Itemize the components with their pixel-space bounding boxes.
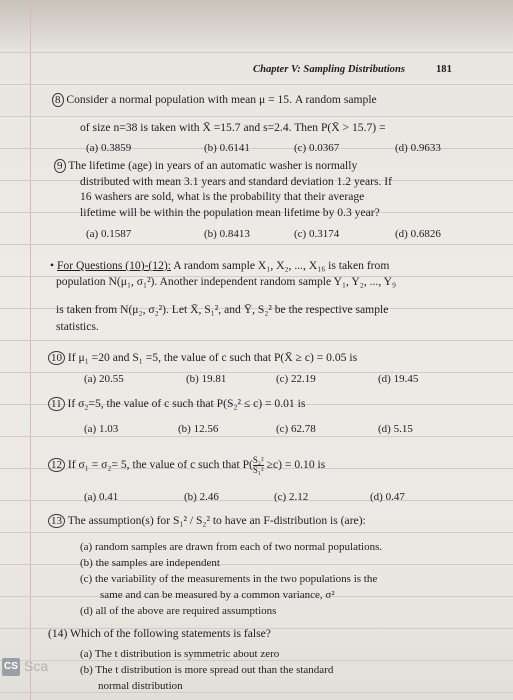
q13-option-c-line1: (c) the variability of the measurements in the two populations is the	[80, 573, 378, 585]
q12-option-d: (d) 0.47	[370, 491, 405, 503]
q14-option-b-line1: (b) The t distribution is more spread out than the standard	[80, 664, 334, 676]
q8-option-a: (a) 0.3859	[86, 142, 132, 154]
q11-option-a: (a) 1.03	[84, 423, 119, 435]
margin-line	[30, 0, 31, 700]
q9-line1: 9 The lifetime (age) in years of an automatic washer is normally	[54, 159, 357, 173]
q12-line: 12 If σ₁ = σ₂= 5, the value of c such that P( $\frac{\text{S₂²}}{\text{S₁²}}$ ≥c) = 0.10 is	[48, 456, 325, 475]
intro-line1: • For Questions (10)-(12): A random sample X₁, X₂, ..., X₁₆ is taken from	[50, 259, 390, 272]
q12-number: 12	[48, 458, 65, 472]
q11-option-b: (b) 12.56	[178, 423, 219, 435]
q14-line: (14) Which of the following statements is false?	[48, 627, 271, 640]
q11-number: 11	[48, 397, 65, 411]
q10-option-a: (a) 20.55	[84, 373, 124, 385]
q8-option-b: (b) 0.6141	[204, 142, 250, 154]
q13-option-c-line2: same and can be measured by a common variance, σ²	[100, 589, 335, 601]
intro-line4: statistics.	[56, 320, 99, 333]
q8-line1: 8 Consider a normal population with mean μ = 15. A random sample	[52, 93, 377, 107]
q14-option-a: (a) The t distribution is symmetric about zero	[80, 648, 280, 660]
q11-line: 11 If σ₂=5, the value of c such that P(S₂² ≤ c) = 0.01 is	[48, 397, 305, 411]
camscanner-logo-icon: CS	[2, 658, 20, 676]
page-number: 181	[436, 64, 452, 75]
camscanner-watermark	[0, 656, 120, 682]
q10-option-b: (b) 19.81	[186, 373, 227, 385]
q9-option-b: (b) 0.8413	[204, 228, 250, 240]
q13-option-b: (b) the samples are independent	[80, 557, 220, 569]
intro-line2: population N(μ₁, σ₁²). Another independent random sample Y₁, Y₂, ..., Y₉	[56, 275, 397, 288]
q9-option-c: (c) 0.3174	[294, 228, 340, 240]
q13-number: 13	[48, 514, 65, 528]
textbook-page	[40, 0, 510, 700]
q11-option-c: (c) 62.78	[276, 423, 316, 435]
q10-option-c: (c) 22.19	[276, 373, 316, 385]
q12-option-c: (c) 2.12	[274, 491, 309, 503]
watermark-text: Sca	[24, 658, 49, 674]
q12-option-a: (a) 0.41	[84, 491, 119, 503]
q9-option-a: (a) 0.1587	[86, 228, 132, 240]
page-header	[253, 63, 503, 77]
q12-option-b: (b) 2.46	[184, 491, 219, 503]
intro-heading: For Questions (10)-(12):	[56, 259, 171, 272]
q8-option-c: (c) 0.0367	[294, 142, 340, 154]
q9-line2: distributed with mean 3.1 years and standard deviation 1.2 years. If	[80, 175, 392, 188]
q9-option-d: (d) 0.6826	[395, 228, 441, 240]
q10-option-d: (d) 19.45	[378, 373, 419, 385]
intro-line3: is taken from N(μ₂, σ₂²). Let X̄, S₁², and Ȳ, S₂² be the respective sample	[56, 303, 389, 316]
q9-number: 9	[54, 159, 66, 173]
q10-number: 10	[48, 351, 65, 365]
q9-line3: 16 washers are sold, what is the probability that their average	[80, 190, 365, 203]
q11-option-d: (d) 5.15	[378, 423, 413, 435]
q12-fraction: $\frac{\text{S₂²}}{\text{S₁²}}$	[252, 455, 264, 475]
q9-line4: lifetime will be within the population mean lifetime by 0.3 year?	[80, 206, 380, 219]
q8-option-d: (d) 0.9633	[395, 142, 441, 154]
q8-line2: of size n=38 is taken with X̄ =15.7 and s=2.4. Then P(X̄ > 15.7) =	[80, 121, 386, 134]
q10-line: 10 If μ₁ =20 and S₁ =5, the value of c such that P(X̄ ≥ c) = 0.05 is	[48, 351, 357, 365]
chapter-title: Chapter V: Sampling Distributions	[253, 64, 405, 75]
q13-option-a: (a) random samples are drawn from each of two normal populations.	[80, 541, 383, 553]
q8-number: 8	[52, 93, 64, 107]
q13-line: 13 The assumption(s) for S₁² / S₂² to have an F-distribution is (are):	[48, 514, 366, 528]
q14-option-b-line2: normal distribution	[98, 680, 183, 692]
q13-option-d: (d) all of the above are required assumptions	[80, 605, 277, 617]
